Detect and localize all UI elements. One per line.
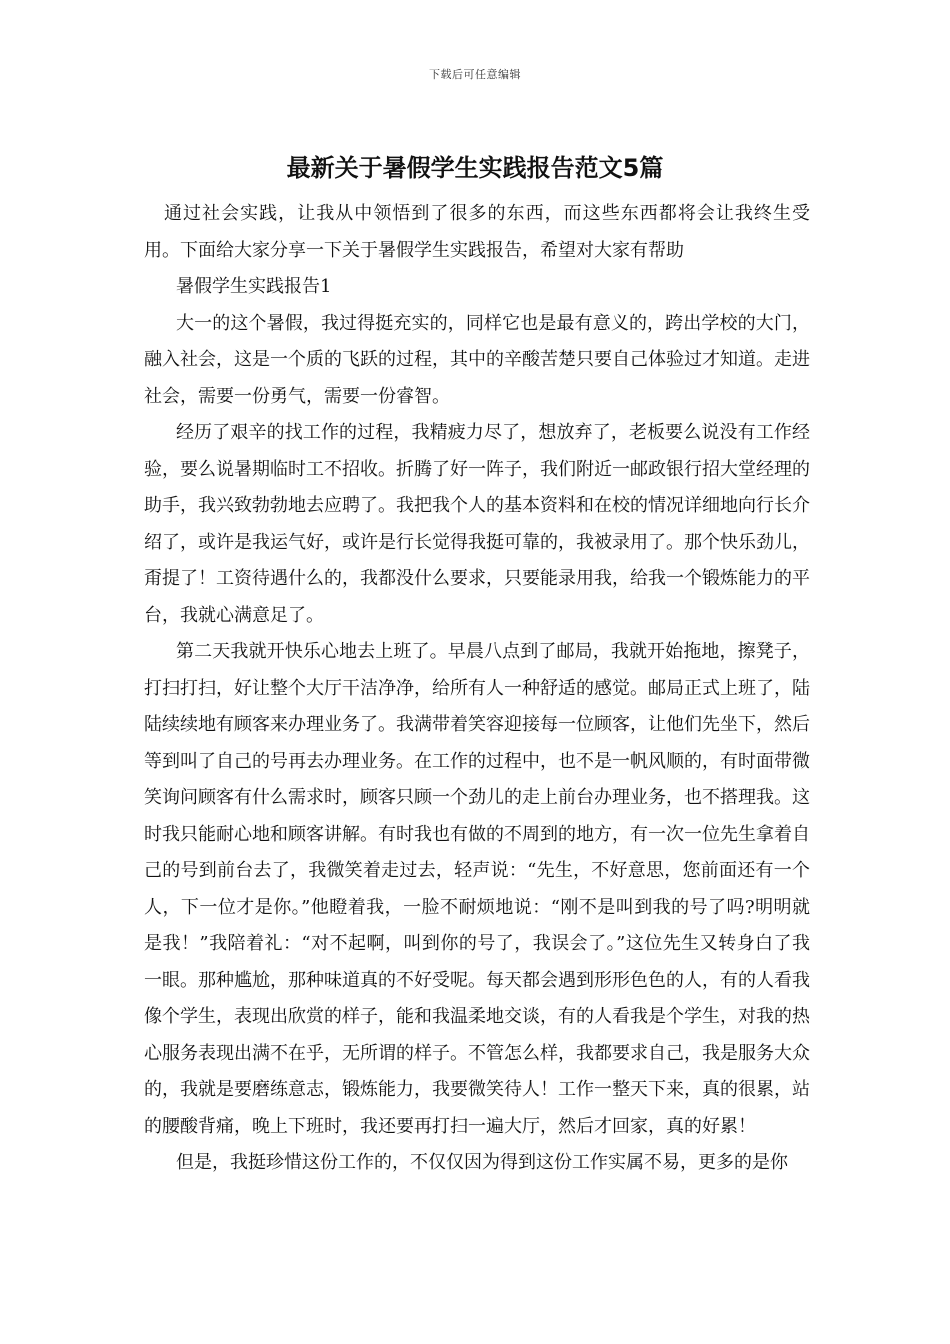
- page-header: 下载后可任意编辑: [429, 68, 521, 81]
- intro-paragraph: 通过社会实践，让我从中领悟到了很多的东西，而这些东西都将会让我终生受用。下面给大家分享一下关于暑假学生实践报告，希望对大家有帮助: [144, 203, 810, 261]
- body-paragraph: 大一的这个暑假，我过得挺充实的，同样它也是最有意义的，跨出学校的大门，融入社会，这是一个质的飞跃的过程，其中的辛酸苦楚只要自己体验过才知道。走进社会，需要一份勇气，需要一份睿智。: [144, 312, 810, 407]
- body-paragraph: 但是，我挺珍惜这份工作的，不仅仅因为得到这份工作实属不易，更多的是你: [176, 1152, 788, 1173]
- section-heading: 暑假学生实践报告1: [176, 276, 332, 297]
- body-paragraph: 第二天我就开快乐心地去上班了。早晨八点到了邮局，我就开始拖地，擦凳子，打扫打扫，好让整个大厅干洁净净，给所有人一种舒适的感觉。邮局正式上班了，陆陆续续地有顾客来办理业务了。我满带着笑容迎接每一位顾客，让他们先坐下，然后等到叫了自己的号再去办理业务。在工作的过程中，也不是一帆风顺的，有时面带微笑询问顾客有什么需求时，顾客只顾一个劲儿的走上前台办理业务，也不搭理我。这时我只能耐心地和顾客讲解。有时我也有做的不周到的地方，有一次一位先生拿着自己的号到前台去了，我微笑着走过去，轻声说：“先生，不好意思，您前面还有一个人，下一位才是你。”他瞪着我，一脸不耐烦地说：“刚不是叫到我的号了吗?明明就是我！”我陪着礼：“对不起啊，叫到你的号了，我误会了。”这位先生又转身白了我一眼。那种尴尬，那种味道真的不好受呢。每天都会遇到形形色色的人，有的人看我像个学生，表现出欣赏的样子，能和我温柔地交谈，有的人看我是个学生，对我的热心服务表现出满不在乎，无所谓的样子。不管怎么样，我都要求自己，我是服务大众的，我就是要磨练意志，锻炼能力，我要微笑待人！工作一整天下来，真的很累，站的腰酸背痛，晚上下班时，我还要再打扫一遍大厅，然后才回家，真的好累！: [144, 641, 810, 1137]
- document-title: 最新关于暑假学生实践报告范文5篇: [286, 154, 664, 182]
- body-paragraph: 经历了艰辛的找工作的过程，我精疲力尽了，想放弃了，老板要么说没有工作经验，要么说暑期临时工不招收。折腾了好一阵子，我们附近一邮政银行招大堂经理的助手，我兴致勃勃地去应聘了。我把我个人的基本资料和在校的情况详细地向行长介绍了，或许是我运气好，或许是行长觉得我挺可靠的，我被录用了。那个快乐劲儿，甭提了！工资待遇什么的，我都没什么要求，只要能录用我，给我一个锻炼能力的平台，我就心满意足了。: [144, 422, 810, 626]
- document-body: [144, 196, 810, 1182]
